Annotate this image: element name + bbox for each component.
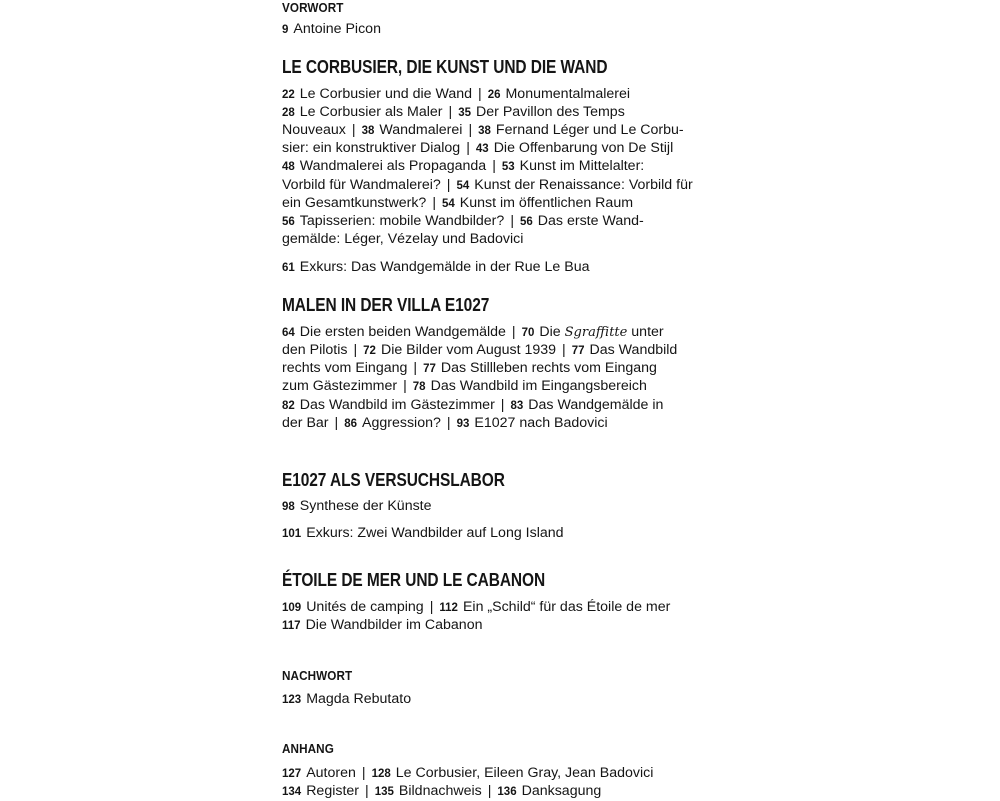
entry-title: Ein „Schild“ für das Étoile de mer	[462, 599, 671, 615]
entry-title: Die Wandbilder im Cabanon	[305, 617, 483, 633]
page-number: 64	[282, 327, 295, 339]
section-heading-nachwort: NACHWORT	[282, 668, 353, 683]
toc-line	[282, 157, 644, 176]
entry-title: ein Gesamtkunstwerk?	[282, 195, 427, 211]
toc-line	[282, 121, 684, 140]
separator: |	[353, 342, 358, 358]
page-number: 93	[456, 418, 470, 430]
separator: |	[429, 599, 434, 615]
entry-title: Nouveaux	[282, 122, 346, 138]
toc-line	[282, 396, 663, 415]
separator: |	[365, 783, 369, 799]
page-number: 77	[571, 345, 585, 357]
toc-entry	[282, 20, 381, 39]
separator: |	[448, 104, 453, 120]
entry-title: Wandmalerei	[379, 122, 463, 138]
entry-title: Le Corbusier und die Wand	[299, 86, 472, 102]
entry-title: Exkurs: Das Wandgemälde in der Rue Le Bua	[299, 259, 590, 275]
page-number: 35	[458, 107, 472, 119]
entry-title: Magda Rebutato	[306, 691, 412, 707]
separator: |	[432, 195, 436, 211]
entry-title: Das Wandgemälde in	[528, 397, 664, 413]
separator: |	[468, 122, 473, 138]
entry-title-italic: Sgraffitte	[564, 325, 628, 340]
page-number: 117	[282, 620, 301, 632]
section-heading-villa-e1027: MALEN IN DER VILLA E1027	[282, 295, 490, 315]
separator: |	[446, 415, 451, 431]
entry-title: Die Offenbarung von De Stijl	[493, 140, 674, 156]
entry-title: Vorbild für Wandmalerei?	[282, 177, 441, 193]
page-number: 54	[442, 198, 455, 210]
separator: |	[446, 177, 451, 193]
entry-title: Aggression?	[362, 415, 441, 431]
entry-title: Der Pavillon des Temps	[476, 104, 625, 120]
entry-title: Fernand Léger und Le Corbu-	[495, 122, 684, 138]
page-number: 56	[520, 216, 533, 228]
separator: |	[466, 140, 470, 156]
entry-title: Synthese der Künste	[299, 498, 432, 514]
page-number: 136	[497, 786, 517, 798]
section-heading-kunst-wand: LE CORBUSIER, DIE KUNST UND DIE WAND	[282, 57, 608, 77]
separator: |	[361, 765, 366, 781]
page-number: 53	[501, 161, 515, 173]
separator: |	[511, 324, 516, 340]
toc-line	[282, 212, 644, 231]
section-heading-versuchslabor: E1027 ALS VERSUCHSLABOR	[282, 470, 505, 490]
entry-title: Das erste Wand-	[537, 213, 644, 229]
section-heading-vorwort: VORWORT	[282, 0, 344, 15]
toc-line	[282, 176, 693, 195]
page-number: 38	[478, 125, 491, 137]
separator: |	[500, 397, 505, 413]
toc-line	[282, 359, 657, 378]
section-heading-anhang: ANHANG	[282, 741, 334, 756]
entry-title: Die Bilder vom August 1939	[380, 342, 557, 358]
separator: |	[478, 86, 482, 102]
page-number: 86	[344, 418, 358, 430]
entry-title: Tapisserien: mobile Wandbilder?	[299, 213, 505, 229]
separator: |	[492, 158, 496, 174]
page-number: 48	[282, 161, 295, 173]
entry-title: E1027 nach Badovici	[474, 415, 608, 431]
entry-title: unter	[631, 324, 664, 340]
page-number: 98	[282, 501, 295, 513]
separator: |	[403, 378, 407, 394]
toc-line	[282, 616, 482, 635]
toc-line	[282, 341, 677, 360]
entry-title: Die	[539, 324, 561, 340]
entry-title: gemälde: Léger, Vézelay und Badovici	[282, 231, 524, 247]
entry-title: Register	[306, 783, 360, 799]
toc-line	[282, 782, 601, 801]
toc-line	[282, 323, 664, 342]
toc-line	[282, 598, 670, 617]
toc-line	[282, 258, 589, 277]
page-number: 127	[282, 768, 302, 780]
page-number: 61	[282, 262, 295, 274]
entry-title: Bildnachweis	[398, 783, 482, 799]
page-number: 77	[423, 363, 436, 375]
page-number: 123	[282, 694, 302, 706]
page-number: 26	[487, 89, 501, 101]
page-number: 28	[282, 107, 295, 119]
page-number: 70	[521, 327, 535, 339]
page-number: 72	[363, 345, 376, 357]
separator: |	[351, 122, 356, 138]
toc-line	[282, 377, 647, 396]
page-number: 109	[282, 602, 302, 614]
toc-line	[282, 85, 630, 104]
entry-title: Kunst im öffentlichen Raum	[459, 195, 634, 211]
entry-title: Monumentalmalerei	[505, 86, 631, 102]
separator: |	[510, 213, 514, 229]
toc-line	[282, 764, 653, 783]
toc-line	[282, 194, 633, 213]
page-number: 22	[282, 89, 295, 101]
toc-line	[282, 230, 523, 248]
entry-title: Exkurs: Zwei Wandbilder auf Long Island	[306, 525, 564, 541]
page-number: 128	[371, 768, 391, 780]
entry-title: zum Gästezimmer	[282, 378, 398, 394]
toc-line	[282, 524, 564, 543]
entry-title: der Bar	[282, 415, 329, 431]
page-number: 54	[456, 180, 470, 192]
page-number: 56	[282, 216, 295, 228]
entry-title: Das Wandbild im Gästezimmer	[299, 397, 495, 413]
separator: |	[334, 415, 339, 431]
page-number: 101	[282, 528, 302, 540]
entry-title: Le Corbusier, Eileen Gray, Jean Badovici	[395, 765, 654, 781]
toc-line	[282, 414, 608, 433]
toc-line	[282, 103, 625, 122]
separator: |	[413, 360, 418, 376]
entry-title: Antoine Picon	[293, 21, 381, 37]
toc-line	[282, 690, 411, 709]
page-number: 78	[412, 381, 426, 393]
entry-title: Das Wandbild	[589, 342, 678, 358]
page-number: 135	[374, 786, 394, 798]
entry-title: Das Wandbild im Eingangsbereich	[430, 378, 647, 394]
page-number: 82	[282, 400, 295, 412]
toc-line	[282, 139, 673, 158]
separator: |	[562, 342, 566, 358]
page-number: 83	[510, 400, 524, 412]
entry-title: Danksagung	[521, 783, 602, 799]
entry-title: Das Stillleben rechts vom Eingang	[440, 360, 657, 376]
entry-title: den Pilotis	[282, 342, 348, 358]
entry-title: rechts vom Eingang	[282, 360, 408, 376]
page-number: 38	[361, 125, 375, 137]
separator: |	[487, 783, 492, 799]
page-number: 134	[282, 786, 302, 798]
toc-line	[282, 497, 432, 516]
entry-title: Autoren	[306, 765, 356, 781]
entry-title: sier: ein konstruktiver Dialog	[282, 140, 461, 156]
page-number: 9	[282, 24, 289, 36]
entry-title: Le Corbusier als Maler	[299, 104, 443, 120]
section-heading-etoile-cabanon: ÉTOILE DE MER UND LE CABANON	[282, 570, 546, 590]
entry-title: Die ersten beiden Wandgemälde	[299, 324, 506, 340]
page-number: 43	[475, 143, 489, 155]
page-number: 112	[439, 602, 458, 614]
entry-title: Wandmalerei als Propaganda	[299, 158, 487, 174]
entry-title: Kunst der Renaissance: Vorbild für	[474, 177, 693, 193]
entry-title: Kunst im Mittelalter:	[519, 158, 645, 174]
entry-title: Unités de camping	[306, 599, 424, 615]
